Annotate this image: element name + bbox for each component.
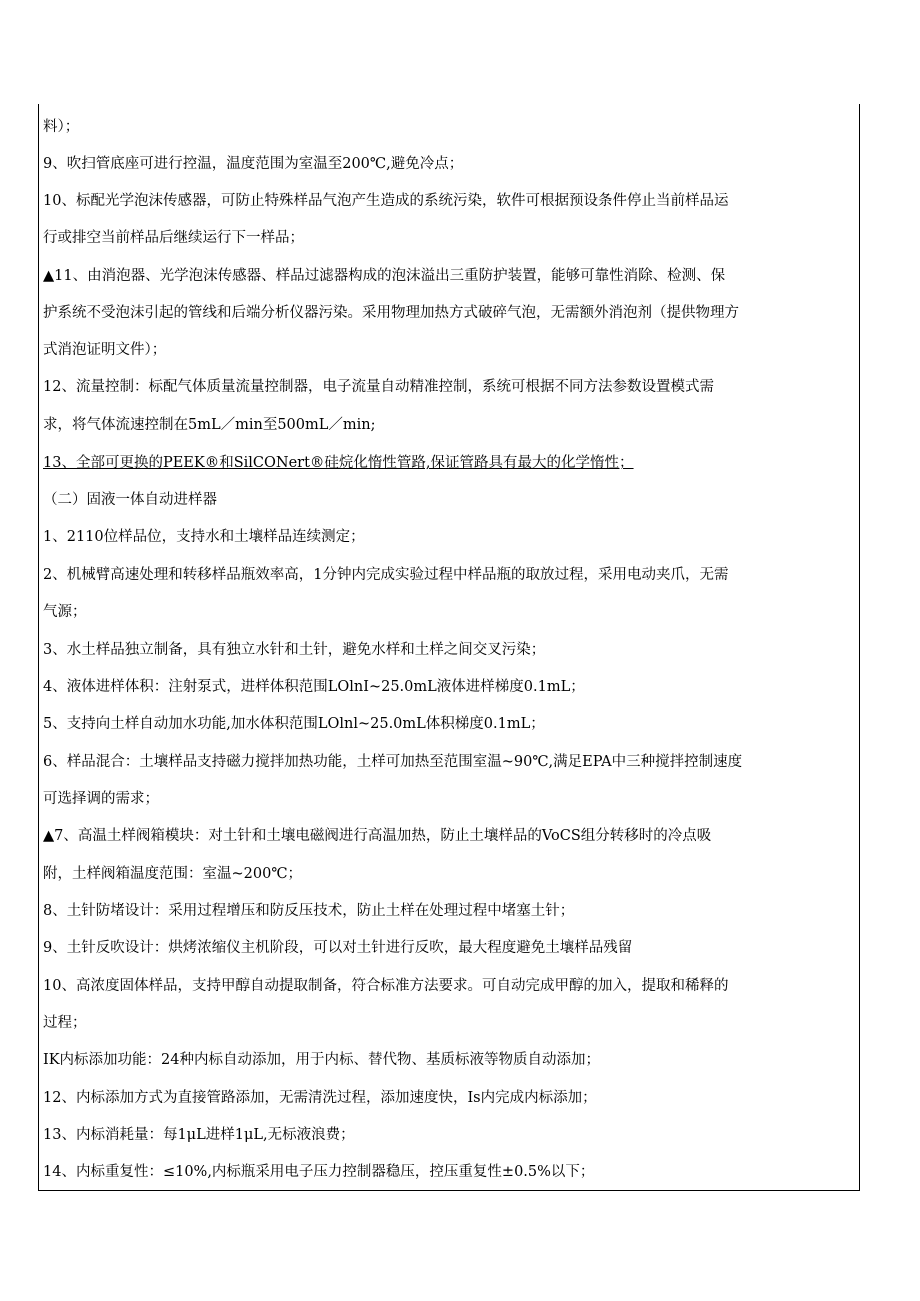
text-line: 附，土样阀箱温度范围：室温~200℃；: [43, 866, 303, 882]
text-line: 求，将气体流速控制在5mL／min至500mL／min;: [43, 417, 376, 433]
text-line: 3、水土样品独立制备，具有独立水针和土针，避免水样和土样之间交叉污染；: [43, 642, 546, 658]
text-line: 式消泡证明文件）；: [43, 342, 167, 358]
text-line: 4、液体进样体积：注射泵式，进样体积范围LOlnI~25.0mL液体进样梯度0.1mL；: [43, 679, 585, 695]
text-line: 6、样品混合：土壤样品支持磁力搅拌加热功能，土样可加热至范围室温~90℃,满足EPA中三种搅拌控制速度: [43, 754, 743, 770]
text-line: 8、土针防堵设计：采用过程增压和防反压技术，防止土样在处理过程中堵塞土针；: [43, 903, 575, 919]
document-body: [39, 104, 859, 1190]
table-cell-frame: [38, 104, 860, 1191]
text-line: 可选择调的需求；: [43, 791, 159, 807]
text-line: 12、流量控制：标配气体质量流量控制器，电子流量自动精准控制，系统可根据不同方法参数设置模式需: [43, 379, 714, 395]
text-line: 10、标配光学泡沫传感器，可防止特殊样品气泡产生造成的系统污染，软件可根据预设条件停止当前样品运: [43, 193, 729, 209]
text-line: 料）；: [43, 119, 80, 135]
text-line: ▲11、由消泡器、光学泡沫传感器、样品过滤器构成的泡沫溢出三重防护装置，能够可靠性消除、检测、保: [43, 268, 726, 284]
text-line: 护系统不受泡沫引起的管线和后端分析仪器污染。采用物理加热方式破碎气泡，无需额外消泡剂（提供物理方: [43, 305, 739, 321]
text-line: 5、支持向土样自动加水功能,加水体积范围LOlnl~25.0mL体积梯度0.1mL；: [43, 716, 545, 732]
text-line: 9、土针反吹设计：烘烤浓缩仪主机阶段，可以对土针进行反吹，最大程度避免土壤样品残留: [43, 940, 633, 956]
text-line: 10、高浓度固体样品，支持甲醇自动提取制备，符合标准方法要求。可自动完成甲醇的加入，提取和稀释的: [43, 978, 729, 994]
text-line: 行或排空当前样品后继续运行下一样品；: [43, 230, 304, 246]
text-line-underlined: 13、全部可更换的PEEK®和SilCONert®硅烷化惰性管路,保证管路具有最大的化学惰性；: [43, 455, 634, 471]
section-heading: （二）固液一体自动进样器: [43, 492, 217, 508]
text-line: ▲7、高温土样阀箱模块：对土针和土壤电磁阀进行高温加热，防止土壤样品的VoCS组分转移时的冷点吸: [43, 828, 712, 844]
text-line: 13、内标消耗量：每1μL进样1μL,无标液浪费；: [43, 1127, 355, 1143]
text-line: 2、机械臂高速处理和转移样品瓶效率高，1分钟内完成实验过程中样品瓶的取放过程，采用电动夹爪，无需: [43, 567, 729, 583]
text-line: 气源；: [43, 604, 87, 620]
text-line: 1、2110位样品位，支持水和土壤样品连续测定；: [43, 529, 365, 545]
text-line: 12、内标添加方式为直接管路添加，无需清洗过程，添加速度快，Is内完成内标添加；: [43, 1090, 597, 1106]
text-line: 14、内标重复性：≤10%,内标瓶采用电子压力控制器稳压，控压重复性±0.5%以下；: [43, 1164, 595, 1180]
text-line: IK内标添加功能：24种内标自动添加，用于内标、替代物、基质标液等物质自动添加；: [43, 1052, 601, 1068]
text-line: 过程；: [43, 1015, 87, 1031]
text-line: 9、吹扫管底座可进行控温，温度范围为室温至200℃,避免冷点；: [43, 156, 464, 172]
